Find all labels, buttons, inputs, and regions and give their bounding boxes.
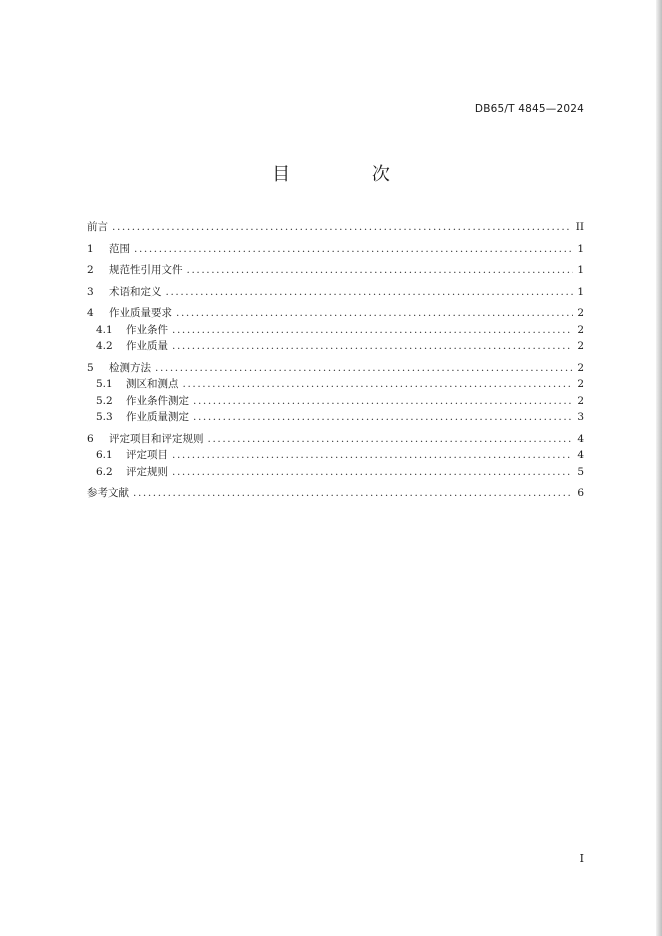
table-of-contents: [87, 219, 584, 502]
toc-entry-page: 2: [577, 307, 584, 319]
toc-entry-number: 6: [87, 432, 94, 445]
toc-entry-page: 1: [577, 264, 584, 276]
toc-entry-page: 2: [577, 394, 584, 407]
toc-entry[interactable]: [87, 393, 584, 410]
toc-entry-page: 1: [577, 285, 584, 298]
toc-entry-label: 评定项目和评定规则: [109, 432, 204, 445]
toc-entry-page: 2: [577, 323, 584, 336]
scan-edge-shadow: [656, 0, 662, 936]
toc-entry-number: 3: [87, 285, 94, 298]
toc-entry-number: 4.1: [96, 323, 113, 336]
toc-entry-number: 4: [87, 307, 94, 319]
toc-entry-page: 4: [577, 449, 584, 461]
toc-entry-label: 作业条件测定: [126, 394, 189, 407]
toc-leader-dots: [193, 393, 573, 410]
toc-leader-dots: [208, 431, 574, 448]
toc-entry-page: 2: [577, 378, 584, 390]
toc-leader-dots: [172, 338, 573, 355]
toc-entry-label: 作业条件: [126, 323, 168, 336]
toc-entry[interactable]: [87, 409, 584, 426]
toc-leader-dots: [166, 284, 574, 301]
toc-title: 目 次: [272, 164, 428, 185]
toc-entry-label: 作业质量: [126, 340, 168, 352]
toc-entry[interactable]: [87, 485, 584, 502]
toc-entry-number: 5.1: [96, 378, 113, 390]
toc-leader-dots: [134, 241, 573, 258]
toc-entry-page: 2: [577, 340, 584, 352]
toc-leader-dots: [183, 376, 574, 393]
toc-leader-dots: [176, 305, 573, 322]
toc-entry-number: 6.2: [96, 465, 113, 478]
toc-entry[interactable]: [87, 241, 584, 258]
toc-entry[interactable]: [87, 376, 584, 393]
toc-entry[interactable]: [87, 262, 584, 279]
toc-entry-label: 范围: [109, 242, 130, 255]
toc-entry[interactable]: [87, 360, 584, 377]
toc-entry-label: 作业质量测定: [126, 411, 189, 423]
toc-leader-dots: [172, 322, 573, 339]
toc-entry-label: 测区和测点: [126, 378, 179, 390]
toc-entry-number: 5.3: [96, 411, 113, 423]
toc-entry-label: 前言: [87, 221, 108, 233]
toc-entry-label: 作业质量要求: [109, 307, 172, 319]
toc-entry-number: 4.2: [96, 340, 113, 352]
toc-entry[interactable]: [87, 219, 584, 236]
toc-leader-dots: [155, 360, 573, 377]
toc-entry-number: 6.1: [96, 449, 113, 461]
toc-entry[interactable]: [87, 305, 584, 322]
toc-entry[interactable]: [87, 464, 584, 481]
toc-entry-number: 5: [87, 361, 94, 374]
toc-entry[interactable]: [87, 431, 584, 448]
toc-entry-page: 4: [577, 432, 584, 445]
toc-entry-page: 3: [577, 411, 584, 423]
toc-entry-page: 1: [577, 242, 584, 255]
toc-leader-dots: [172, 464, 573, 481]
toc-entry[interactable]: [87, 284, 584, 301]
toc-leader-dots: [133, 485, 573, 502]
page-number: I: [579, 852, 584, 865]
toc-entry-number: 2: [87, 264, 94, 276]
toc-entry-label: 评定项目: [126, 449, 168, 461]
toc-leader-dots: [112, 219, 572, 236]
toc-leader-dots: [187, 262, 574, 279]
toc-entry[interactable]: [87, 447, 584, 464]
toc-entry-label: 参考文献: [87, 487, 129, 499]
toc-entry[interactable]: [87, 322, 584, 339]
toc-entry-label: 检测方法: [109, 361, 151, 374]
toc-entry-page: 6: [577, 487, 584, 499]
toc-entry-page: 2: [577, 361, 584, 374]
toc-leader-dots: [172, 447, 573, 464]
toc-entry-page: II: [575, 221, 584, 233]
toc-entry-label: 术语和定义: [109, 285, 162, 298]
toc-entry-number: 5.2: [96, 394, 113, 407]
toc-entry[interactable]: [87, 338, 584, 355]
toc-entry-number: 1: [87, 242, 94, 255]
toc-entry-label: 规范性引用文件: [109, 264, 183, 276]
toc-entry-page: 5: [577, 465, 584, 478]
document-code: DB65/T 4845—2024: [474, 103, 584, 115]
toc-leader-dots: [193, 409, 573, 426]
toc-entry-label: 评定规则: [126, 465, 168, 478]
